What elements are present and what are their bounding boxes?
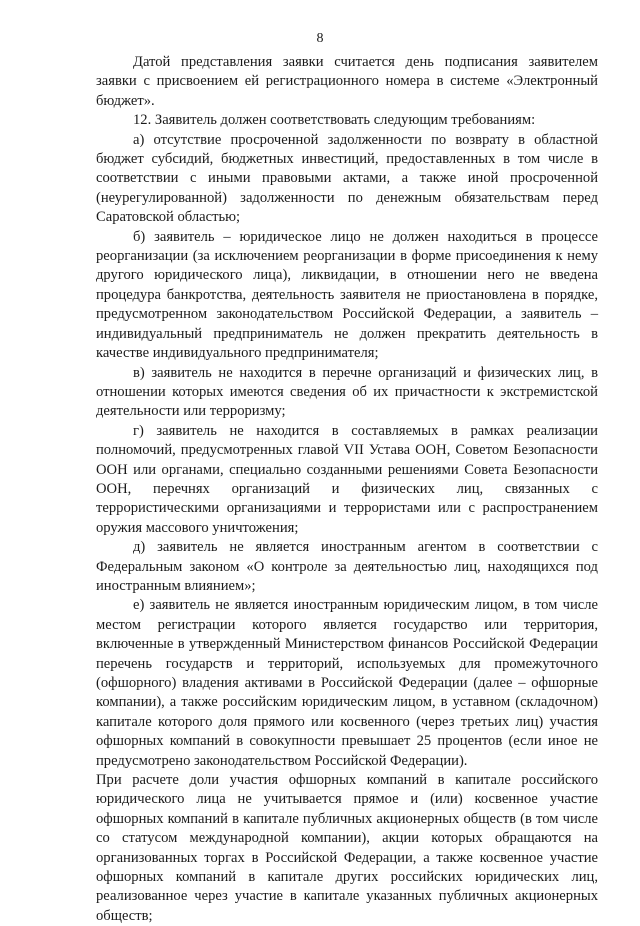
paragraph-application-date: Датой представления заявки считается день подписания заявителем заявки с присвоением ей регистрационного номера в системе «Электронный бюджет».	[96, 54, 598, 109]
paragraph-requirement-v: в) заявитель не находится в перечне организаций и физических лиц, в отношении которых имеются сведения об их причастности к экстремистской деятельности или терроризму;	[96, 364, 598, 420]
paragraph-requirement-b: б) заявитель – юридическое лицо не должен находиться в процессе реорганизации (за исключением реорганизации в форме присоединения к нему другого юридического лица), ликвидации, в отношении него не введена процедура банкротства, деятельность заявителя не приостановлена в порядке, предусмотренном законодательством Российской Федерации, а заявитель – индивидуальный предприниматель не должен прекратить деятельность в качестве индивидуального предпринимателя;	[96, 228, 598, 362]
paragraph-requirement-e: е) заявитель не является иностранным юридическим лицом, в том числе местом регистрации которого является государство или территория, включенные в утвержденный Министерством финансов Российской Федерации перечень государств и территорий, используемых для промежуточного (офшорного) владения активами в Российской Федерации (далее – офшорные компании), а также российским юридическим лицом, в уставном (складочном) капитале которого доля прямого или косвенного (через третьих лиц) участия офшорных компаний в совокупности превышает 25 процентов (если иное не предусмотрено законодательством Российской Федерации).	[96, 597, 598, 769]
paragraph-requirements-heading: 12. Заявитель должен соответствовать следующим требованиям:	[133, 112, 536, 129]
paragraph-offshore-calculation: При расчете доли участия офшорных компаний в капитале российского юридического лица не учитывается прямое и (или) косвенное участие офшорных компаний в капитале публичных акционерных обществ (в том числе со статусом международной компании), акции которых обращаются на организованных торгах в Российской Федерации, а также косвенное участие офшорных компаний в капитале других российских юридических лиц, реализованное через участие в капитале указанных публичных акционерных обществ;	[96, 772, 598, 924]
paragraph-requirement-g: г) заявитель не находится в составляемых в рамках реализации полномочий, предусмотренных главой VII Устава ООН, Советом Безопасности ООН или органами, специально созданными решениями Совета Безопасности ООН, перечнях организаций и физических лиц, связанных с террористическими организациями и террористами или с распространением оружия массового уничтожения;	[96, 422, 598, 536]
paragraph-requirement-d: д) заявитель не является иностранным агентом в соответствии с Федеральным законом «О контроле за деятельностью лиц, находящихся под иностранным влиянием»;	[96, 539, 598, 594]
page-number: 8	[316, 31, 324, 46]
document-body	[96, 53, 598, 926]
paragraph-requirement-a: а) отсутствие просроченной задолженности по возврату в областной бюджет субсидий, бюджетных инвестиций, предоставленных в том числе в соответствии с иными правовыми актами, а также иной просроченной (неурегулированной) задолженности по денежным обязательствам перед Саратовской областью;	[96, 131, 598, 226]
